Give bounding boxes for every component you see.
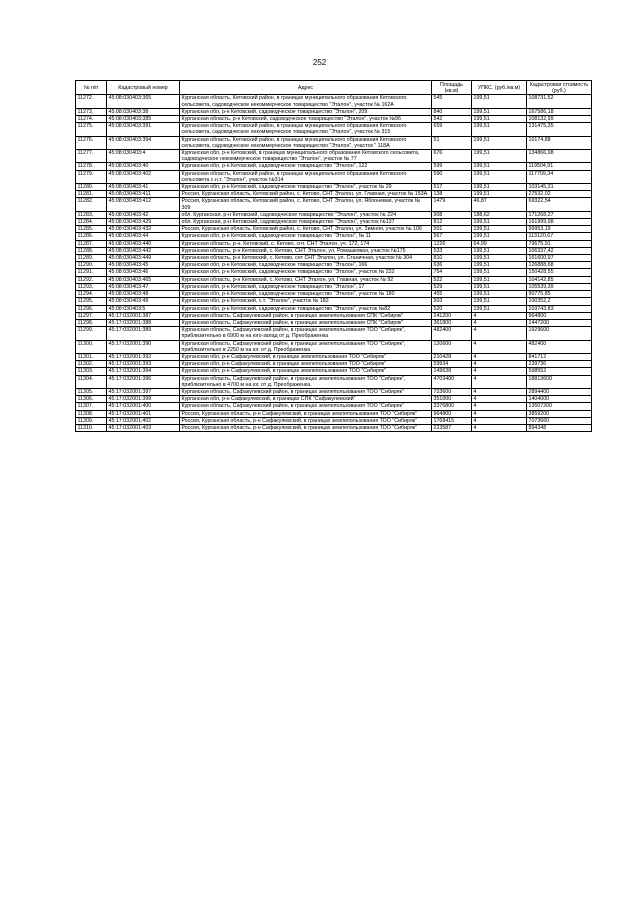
cell-area: 723600 bbox=[432, 388, 472, 395]
cell-upks: 64,99 bbox=[472, 240, 527, 247]
cell-cadastral-number: 45:08:030403:44 bbox=[107, 233, 180, 240]
cell-number: 11275. bbox=[76, 123, 107, 136]
cell-number: 11290. bbox=[76, 262, 107, 269]
cell-number: 11310. bbox=[76, 424, 107, 431]
table-row bbox=[76, 255, 592, 262]
cell-address: Россия, Курганская область, Кетовский район, с. Кетово, СНТ Эталон, ул. Яблоневая, участок № 309 bbox=[180, 198, 432, 211]
cell-cadastral-number: 45:08:030403:449 bbox=[107, 255, 180, 262]
table-row bbox=[76, 163, 592, 170]
cell-cadastral-number: 45:08:030403:385 bbox=[107, 116, 180, 123]
cell-area: 590 bbox=[432, 170, 472, 183]
cell-area: 522 bbox=[432, 276, 472, 283]
cell-cadastral-number: 45:08:030403:46 bbox=[107, 269, 180, 276]
cell-upks: 199,51 bbox=[472, 191, 527, 198]
table-row bbox=[76, 319, 592, 326]
cell-address: Курганская область, Сафакулевский район, в границах землепользования СПК "Сибиряк" bbox=[180, 319, 432, 326]
cell-number: 11274. bbox=[76, 116, 107, 123]
table-row bbox=[76, 375, 592, 388]
cell-address: Курганская обл, р-н Кетовский, садоводческое товарищество "Эталон", участок № 29 bbox=[180, 184, 432, 191]
cell-cadastral-number: 45:08:030403:411 bbox=[107, 191, 180, 198]
cell-cadastral-cost: 103145,31 bbox=[527, 184, 592, 191]
cell-cadastral-number: 45:17:032001:402 bbox=[107, 417, 180, 424]
cell-address: Курганская область, Сафакулевский район, в границах землепользования ТОО "Сибиряк", приблизительно в 4700 м на юг. от д. Преображенка. bbox=[180, 375, 432, 388]
cell-cadastral-number: 45:08:030403:4 bbox=[107, 150, 180, 163]
cell-cadastral-number: 45:17:032001:403 bbox=[107, 424, 180, 431]
header-address: Адрес bbox=[180, 81, 432, 95]
cell-area: 482400 bbox=[432, 327, 472, 340]
cell-cadastral-cost: 167586,18 bbox=[527, 108, 592, 115]
cell-cadastral-number: 45:08:030403:40 bbox=[107, 163, 180, 170]
cell-area: 138 bbox=[432, 191, 472, 198]
cell-area: 520 bbox=[432, 305, 472, 312]
cell-upks: 4 bbox=[472, 424, 527, 431]
cell-number: 11272. bbox=[76, 95, 107, 108]
table-row bbox=[76, 269, 592, 276]
cell-area: 1768415 bbox=[432, 417, 472, 424]
table-row bbox=[76, 240, 592, 247]
cell-cadastral-number: 45:08:030403:402 bbox=[107, 170, 180, 183]
table-row bbox=[76, 198, 592, 211]
cell-upks: 4 bbox=[472, 340, 527, 353]
cell-upks: 4 bbox=[472, 375, 527, 388]
cell-area: 3376800 bbox=[432, 403, 472, 410]
table-row bbox=[76, 361, 592, 368]
table-row bbox=[76, 327, 592, 340]
cell-address: Курганская область, Кетовский район, в границах муниципального образования Кетовского сельсовета, садоводческое некоммерческое товарищество "Эталон", участок № 162А bbox=[180, 95, 432, 108]
cell-number: 11295. bbox=[76, 298, 107, 305]
table-row bbox=[76, 211, 592, 218]
cell-number: 11298. bbox=[76, 319, 107, 326]
cell-number: 11284. bbox=[76, 219, 107, 226]
cell-upks: 199,51 bbox=[472, 184, 527, 191]
cell-address: Курганская обл, р-н Сафакулевский, в границах землепользования ТОО "Сибиряк" bbox=[180, 361, 432, 368]
cell-cadastral-cost: 161600,97 bbox=[527, 255, 592, 262]
cell-cadastral-cost: 598552 bbox=[527, 368, 592, 375]
cell-cadastral-cost: 3859200 bbox=[527, 410, 592, 417]
cell-number: 11289. bbox=[76, 255, 107, 262]
cell-number: 11294. bbox=[76, 291, 107, 298]
cell-cadastral-cost: 79675,91 bbox=[527, 240, 592, 247]
cell-area: 361800 bbox=[432, 319, 472, 326]
cell-address: Курганская обл, р-н Кетовский, садоводческое товарищество "Эталон", участок №82 bbox=[180, 305, 432, 312]
cell-number: 11296. bbox=[76, 305, 107, 312]
cell-upks: 199,51 bbox=[472, 95, 527, 108]
cell-upks: 4 bbox=[472, 417, 527, 424]
cell-address: Курганская область, р-н. Кетовский, с. Кетово, снт. СНТ Эталон, уч. 172, 174 bbox=[180, 240, 432, 247]
cell-address: Курганская обл, р-н Кетовский, садоводческое товарищество "Эталон", № 11 bbox=[180, 233, 432, 240]
cell-cadastral-number: 45:08:030403:45 bbox=[107, 262, 180, 269]
cell-cadastral-cost: 103743,83 bbox=[527, 305, 592, 312]
cell-address: Курганская область, Сафакулевский район, в границах землепользования ТОО "Сибиряк" bbox=[180, 388, 432, 395]
cell-cadastral-cost: 150428,55 bbox=[527, 269, 592, 276]
cell-area: 1226 bbox=[432, 240, 472, 247]
cell-address: Курганская обл, р-н Сафакулевский, в границах СПК "Сафакулевский" bbox=[180, 396, 432, 403]
table-row bbox=[76, 388, 592, 395]
cell-cadastral-cost: 482400 bbox=[527, 340, 592, 353]
cell-cadastral-number: 45:17:032001:390 bbox=[107, 340, 180, 353]
cell-cadastral-number: 45:17:032001:396 bbox=[107, 375, 180, 388]
cell-upks: 4 bbox=[472, 368, 527, 375]
cell-area: 545 bbox=[432, 95, 472, 108]
cell-upks: 199,51 bbox=[472, 226, 527, 233]
cell-cadastral-cost: 117709,34 bbox=[527, 170, 592, 183]
cell-number: 11308. bbox=[76, 410, 107, 417]
cell-number: 11305. bbox=[76, 388, 107, 395]
cell-address: Курганская обл, р-н Кетовский, в границах муниципального образования Кетовского сельсовета, садоводческое некоммерческое товарищество "Эталон", участок № 77 bbox=[180, 150, 432, 163]
table-row bbox=[76, 353, 592, 360]
cell-cadastral-number: 45:08:030403:465 bbox=[107, 276, 180, 283]
table-row bbox=[76, 283, 592, 290]
cell-cadastral-number: 45:17:032001:393 bbox=[107, 361, 180, 368]
cell-number: 11293. bbox=[76, 283, 107, 290]
table-row bbox=[76, 298, 592, 305]
cell-cadastral-cost: 161999,98 bbox=[527, 219, 592, 226]
cell-address: Курганская область, Сафакулевский район, в границах землепользования ТОО "Сибиряк", приблизительно в 2250 м на юг. от д. Преображенка bbox=[180, 340, 432, 353]
cell-address: Курганская область, Сафакулевский район, в границах землепользования ТОО "Сибиряк" bbox=[180, 403, 432, 410]
cell-cadastral-cost: 113120,67 bbox=[527, 233, 592, 240]
table-row bbox=[76, 116, 592, 123]
cadastral-table bbox=[75, 80, 592, 432]
cell-cadastral-number: 45:08:030403:48 bbox=[107, 291, 180, 298]
cell-address: Курганская область, Кетовский район, в границах муниципального образования Кетовского сельсовета, садоводческое некоммерческое товарищество "Эталон", участок " 118А bbox=[180, 136, 432, 149]
cell-cadastral-number: 45:17:032001:394 bbox=[107, 368, 180, 375]
cell-upks: 199,51 bbox=[472, 247, 527, 254]
cell-cadastral-number: 45:17:032001:389 bbox=[107, 327, 180, 340]
cell-address: Курганская область, Кетовский район, в границах муниципального образования Кетовского сельсовета, садоводческое некоммерческое товарищество "Эталон", участок № 315 bbox=[180, 123, 432, 136]
table-row bbox=[76, 305, 592, 312]
cell-address: Курганская обл, р-н Сафакулевский, в границах землепользования ТОО "Сибиряк" bbox=[180, 368, 432, 375]
cell-number: 11288. bbox=[76, 247, 107, 254]
cell-address: Россия, Курганская область, р-н Сафакулевский, в границах землепользования ТОО "Сибиряк" bbox=[180, 424, 432, 431]
table-row bbox=[76, 219, 592, 226]
table-row bbox=[76, 184, 592, 191]
cell-cadastral-number: 45:08:030403:429 bbox=[107, 219, 180, 226]
cell-cadastral-cost: 126888,68 bbox=[527, 262, 592, 269]
cell-cadastral-number: 45:17:032001:397 bbox=[107, 388, 180, 395]
cell-address: Курганская область, р-н Кетовский, с. Кетово, снт СНТ Эталон, ул. Станичная, участок № 304 bbox=[180, 255, 432, 262]
cell-cadastral-cost: 171268,27 bbox=[527, 211, 592, 218]
cell-address: Курганская область, Кетовский район, в границах муниципального образования Кетовского сельсовета с.н.т. "Эталон", участок №314 bbox=[180, 170, 432, 183]
cell-number: 11280. bbox=[76, 184, 107, 191]
cell-number: 11287. bbox=[76, 240, 107, 247]
table-row bbox=[76, 170, 592, 183]
cell-cadastral-number: 45:17:032001:392 bbox=[107, 353, 180, 360]
cell-address: Курганская область, р-н Кетовский, с. Кетово, СНТ Эталон, ул. Ромашковая, участок №175 bbox=[180, 247, 432, 254]
table-row bbox=[76, 247, 592, 254]
cell-address: Курганская область, Сафакулевский район, в границах землепользования СПК "Сибиряк" bbox=[180, 312, 432, 319]
table-row bbox=[76, 410, 592, 417]
cell-area: 120600 bbox=[432, 340, 472, 353]
header-cadastral-number: Кадастровый номер bbox=[107, 81, 180, 95]
cell-upks: 199,51 bbox=[472, 163, 527, 170]
cell-upks: 199,51 bbox=[472, 298, 527, 305]
cell-area: 812 bbox=[432, 219, 472, 226]
cell-area: 517 bbox=[432, 184, 472, 191]
table-row bbox=[76, 123, 592, 136]
cell-cadastral-number: 45:08:030403:49 bbox=[107, 298, 180, 305]
cell-number: 11306. bbox=[76, 396, 107, 403]
table-row bbox=[76, 340, 592, 353]
cell-cadastral-number: 45:08:030403:47 bbox=[107, 283, 180, 290]
cell-address: Курганская обл, р-н Кетовский, садоводческое товарищество "Эталон", 166 bbox=[180, 262, 432, 269]
cell-upks: 199,51 bbox=[472, 269, 527, 276]
cell-number: 11283. bbox=[76, 211, 107, 218]
cell-cadastral-cost: 119504,91 bbox=[527, 163, 592, 170]
cell-number: 11291. bbox=[76, 269, 107, 276]
cell-area: 676 bbox=[432, 150, 472, 163]
cell-area: 351000 bbox=[432, 396, 472, 403]
cell-number: 11297. bbox=[76, 312, 107, 319]
cell-number: 11301. bbox=[76, 353, 107, 360]
cell-cadastral-cost: 105539,39 bbox=[527, 283, 592, 290]
cell-cadastral-number: 45:17:032001:388 bbox=[107, 319, 180, 326]
cell-area: 4703400 bbox=[432, 375, 472, 388]
cell-cadastral-cost: 100352,2 bbox=[527, 298, 592, 305]
cell-address: Курганская область, Сафакулевский район, в границах землепользования ТОО "Сибиряк", приблизительно в 6900 м на юго-запад от д. Преображенка bbox=[180, 327, 432, 340]
cell-area: 542 bbox=[432, 116, 472, 123]
cell-upks: 199,51 bbox=[472, 123, 527, 136]
header-upks: УПКС. (руб./кв.м) bbox=[472, 81, 527, 95]
cell-cadastral-number: 45:08:030403:412 bbox=[107, 198, 180, 211]
cell-cadastral-number: 45:08:030403:38 bbox=[107, 108, 180, 115]
cell-cadastral-cost: 1929600 bbox=[527, 327, 592, 340]
cell-number: 11300. bbox=[76, 340, 107, 353]
cell-area: 810 bbox=[432, 255, 472, 262]
table-row bbox=[76, 417, 592, 424]
cell-area: 533 bbox=[432, 247, 472, 254]
cell-area: 908 bbox=[432, 211, 472, 218]
cell-cadastral-number: 45:08:030403:391 bbox=[107, 123, 180, 136]
cell-number: 11281. bbox=[76, 191, 107, 198]
cell-upks: 199,51 bbox=[472, 262, 527, 269]
table-row bbox=[76, 396, 592, 403]
cell-address: Россия, Курганская область, Кетовский район, с. Кетово, СНТ Эталон, ул. Зимняя, участок № 106 bbox=[180, 226, 432, 233]
header-cadastral-cost: Кадастровая стоимость (руб.) bbox=[527, 81, 592, 95]
table-row bbox=[76, 312, 592, 319]
cell-number: 11302. bbox=[76, 361, 107, 368]
cell-cadastral-number: 45:08:030403:365 bbox=[107, 95, 180, 108]
cell-cadastral-cost: 1404000 bbox=[527, 396, 592, 403]
cell-cadastral-number: 45:08:030403:42 bbox=[107, 211, 180, 218]
cell-upks: 199,51 bbox=[472, 291, 527, 298]
cell-address: обл. Курганская, р-н Кетовский, садоводческое товарищество "Эталон", участок №137 bbox=[180, 219, 432, 226]
cell-number: 11276. bbox=[76, 136, 107, 149]
cell-area: 659 bbox=[432, 123, 472, 136]
cell-upks: 199,51 bbox=[472, 255, 527, 262]
cell-cadastral-cost: 108132,99 bbox=[527, 116, 592, 123]
cell-area: 529 bbox=[432, 283, 472, 290]
table-row bbox=[76, 424, 592, 431]
cell-address: Курганская обл, р-н Кетовский, садоводческое товарищество "Эталон", 17 bbox=[180, 283, 432, 290]
cell-area: 501 bbox=[432, 226, 472, 233]
cell-cadastral-number: 45:08:030403:394 bbox=[107, 136, 180, 149]
cell-area: 455 bbox=[432, 291, 472, 298]
cell-cadastral-cost: 964800 bbox=[527, 312, 592, 319]
cell-number: 11309. bbox=[76, 417, 107, 424]
table-row bbox=[76, 136, 592, 149]
cell-upks: 4 bbox=[472, 361, 527, 368]
cell-cadastral-cost: 2894400 bbox=[527, 388, 592, 395]
cell-upks: 199,51 bbox=[472, 219, 527, 226]
cell-address: Россия, Курганская область, Кетовский район, с. Кетово, СНТ Эталон, ул. Главная, участок № 153А bbox=[180, 191, 432, 198]
table-row bbox=[76, 276, 592, 283]
cell-number: 11279. bbox=[76, 170, 107, 183]
table-body bbox=[76, 95, 592, 432]
cell-upks: 4 bbox=[472, 388, 527, 395]
page-number: 252 bbox=[312, 58, 327, 67]
table-row bbox=[76, 262, 592, 269]
cell-cadastral-cost: 13507200 bbox=[527, 403, 592, 410]
cell-cadastral-number: 45:08:030403:5 bbox=[107, 305, 180, 312]
cell-upks: 199,51 bbox=[472, 116, 527, 123]
cell-cadastral-cost: 99953,19 bbox=[527, 226, 592, 233]
cell-address: Курганская обл, р-н Кетовский, с.т. "Эталон", участок № 182 bbox=[180, 298, 432, 305]
cell-upks: 199,51 bbox=[472, 136, 527, 149]
table-row bbox=[76, 95, 592, 108]
cell-number: 11286. bbox=[76, 233, 107, 240]
cell-upks: 188,62 bbox=[472, 211, 527, 218]
table-row bbox=[76, 291, 592, 298]
cell-address: Курганская обл, р-н Сафакулевский, в границах землепользования ТОО "Сибиряк" bbox=[180, 353, 432, 360]
cell-cadastral-cost: 134866,98 bbox=[527, 150, 592, 163]
cell-address: Курганская область, р-н Кетовский, с. Кетово, СНТ Эталон, ул. Главная, участок № 92 bbox=[180, 276, 432, 283]
cell-upks: 199,51 bbox=[472, 170, 527, 183]
cell-area: 223587 bbox=[432, 424, 472, 431]
cell-upks: 4 bbox=[472, 403, 527, 410]
table-row bbox=[76, 403, 592, 410]
cell-upks: 199,51 bbox=[472, 283, 527, 290]
cell-cadastral-cost: 7073660 bbox=[527, 417, 592, 424]
cell-area: 210428 bbox=[432, 353, 472, 360]
cell-cadastral-number: 45:17:032001:399 bbox=[107, 396, 180, 403]
cell-upks: 4 bbox=[472, 327, 527, 340]
cell-upks: 199,51 bbox=[472, 108, 527, 115]
table-row bbox=[76, 368, 592, 375]
cell-area: 599 bbox=[432, 163, 472, 170]
table-row bbox=[76, 150, 592, 163]
cell-address: Россия, Курганская область, р-н Сафакулевский, в границах землепользования ТОО "Сибиряк" bbox=[180, 417, 432, 424]
cell-cadastral-cost: 841712 bbox=[527, 353, 592, 360]
header-number: № п/п bbox=[76, 81, 107, 95]
cell-cadastral-number: 45:08:030403:440 bbox=[107, 240, 180, 247]
cell-cadastral-number: 45:17:032001:400 bbox=[107, 403, 180, 410]
cell-area: 51 bbox=[432, 136, 472, 149]
table-header-row bbox=[76, 81, 592, 95]
cell-cadastral-cost: 104142,85 bbox=[527, 276, 592, 283]
cell-number: 11292. bbox=[76, 276, 107, 283]
cell-upks: 4 bbox=[472, 312, 527, 319]
cell-upks: 4 bbox=[472, 353, 527, 360]
cell-area: 567 bbox=[432, 233, 472, 240]
cell-cadastral-cost: 108731,52 bbox=[527, 95, 592, 108]
cell-cadastral-cost: 239736 bbox=[527, 361, 592, 368]
cell-upks: 4 bbox=[472, 319, 527, 326]
cell-number: 11277. bbox=[76, 150, 107, 163]
cell-address: Курганская обл, р-н Кетовский, садоводческое товарищество "Эталон", участок № 232 bbox=[180, 269, 432, 276]
cell-area: 503 bbox=[432, 298, 472, 305]
cell-area: 149638 bbox=[432, 368, 472, 375]
cell-cadastral-cost: 18813600 bbox=[527, 375, 592, 388]
cell-cadastral-cost: 69322,54 bbox=[527, 198, 592, 211]
cell-cadastral-number: 45:08:030403:41 bbox=[107, 184, 180, 191]
cell-area: 1479 bbox=[432, 198, 472, 211]
table-row bbox=[76, 233, 592, 240]
cell-upks: 199,51 bbox=[472, 276, 527, 283]
cell-address: Россия, Курганская область, р-н Сафакулевский, в границах землепользования ТОО "Сибиряк" bbox=[180, 410, 432, 417]
cell-number: 11307. bbox=[76, 403, 107, 410]
cell-upks: 46,87 bbox=[472, 198, 527, 211]
cell-cadastral-cost: 894348 bbox=[527, 424, 592, 431]
cell-area: 636 bbox=[432, 262, 472, 269]
cell-area: 754 bbox=[432, 269, 472, 276]
table-row bbox=[76, 226, 592, 233]
cell-address: Курганская область, р-н Кетовский, садоводческое товарищество "Эталон", участок №96 bbox=[180, 116, 432, 123]
cell-upks: 199,51 bbox=[472, 233, 527, 240]
cell-number: 11304. bbox=[76, 375, 107, 388]
cell-upks: 4 bbox=[472, 410, 527, 417]
cell-cadastral-number: 45:08:030403:432 bbox=[107, 226, 180, 233]
cell-cadastral-number: 45:17:032001:387 bbox=[107, 312, 180, 319]
cell-cadastral-cost: 106337,42 bbox=[527, 247, 592, 254]
cell-cadastral-cost: 90775,85 bbox=[527, 291, 592, 298]
cell-upks: 199,51 bbox=[472, 305, 527, 312]
cell-number: 11285. bbox=[76, 226, 107, 233]
cell-cadastral-cost: 1447200 bbox=[527, 319, 592, 326]
cell-address: Курганская обл, р-н Кетовский, садоводческое товарищество "Эталон", 209 bbox=[180, 108, 432, 115]
cell-cadastral-cost: 131475,35 bbox=[527, 123, 592, 136]
cell-address: Курганская обл, р-н Кетовский, садоводческое товарищество "Эталон", участок № 180 bbox=[180, 291, 432, 298]
cell-cadastral-cost: 10174,88 bbox=[527, 136, 592, 149]
cell-number: 11303. bbox=[76, 368, 107, 375]
cell-upks: 199,51 bbox=[472, 150, 527, 163]
cell-number: 11273. bbox=[76, 108, 107, 115]
cell-area: 840 bbox=[432, 108, 472, 115]
cell-area: 241200 bbox=[432, 312, 472, 319]
cell-area: 964800 bbox=[432, 410, 472, 417]
cell-cadastral-cost: 27532,02 bbox=[527, 191, 592, 198]
cell-number: 11278. bbox=[76, 163, 107, 170]
cell-upks: 4 bbox=[472, 396, 527, 403]
cell-number: 11282. bbox=[76, 198, 107, 211]
cell-address: обл. Курганская, р-н Кетовский, садоводческое товарищество "Эталон", участок № 224 bbox=[180, 211, 432, 218]
cell-address: Курганская обл, р-н Кетовский, садоводческое товарищество "Эталон", 122 bbox=[180, 163, 432, 170]
cell-number: 11299. bbox=[76, 327, 107, 340]
table-row bbox=[76, 191, 592, 198]
cell-cadastral-number: 45:08:030403:442 bbox=[107, 247, 180, 254]
cell-cadastral-number: 45:17:032001:401 bbox=[107, 410, 180, 417]
table-row bbox=[76, 108, 592, 115]
header-area: Площадь (кв.м) bbox=[432, 81, 472, 95]
cell-area: 59934 bbox=[432, 361, 472, 368]
